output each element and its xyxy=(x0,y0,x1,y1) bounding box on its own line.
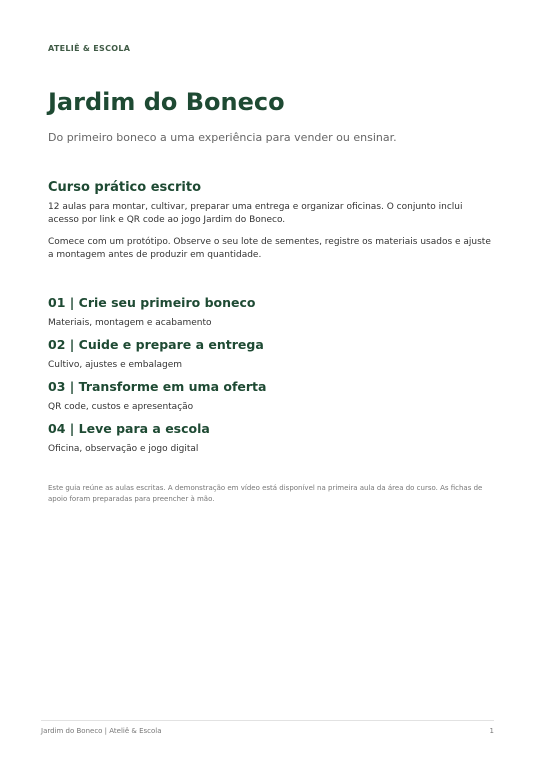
footer-divider xyxy=(41,720,494,721)
lesson-1-title: 01 | Crie seu primeiro boneco xyxy=(48,295,256,310)
guide-note: Este guia reúne as aulas escritas. A demonstração em vídeo está disponível na primeira aula da área do curso. As fichas de apoio foram preparadas para preencher à mão. xyxy=(48,484,483,503)
page-number: 1 xyxy=(489,727,494,735)
course-paragraph-2: Comece com um protótipo. Observe o seu lote de sementes, registre os materiais usados e ajuste a montagem antes de produzir em quantidade. xyxy=(48,237,491,260)
lesson-4-desc: Oficina, observação e jogo digital xyxy=(48,444,199,454)
lesson-3-desc: QR code, custos e apresentação xyxy=(48,402,194,412)
page-subtitle: Do primeiro boneco a uma experiência para vender ou ensinar. xyxy=(48,131,397,144)
lesson-4-title: 04 | Leve para a escola xyxy=(48,421,210,436)
course-heading: Curso prático escrito xyxy=(48,180,201,195)
course-paragraph-1: 12 aulas para montar, cultivar, preparar uma entrega e organizar oficinas. O conjunto inclui acesso por link e QR code ao jogo Jardim do Boneco. xyxy=(48,202,463,225)
lesson-3-title: 03 | Transforme em uma oferta xyxy=(48,379,267,394)
footer-label: Jardim do Boneco | Ateliê & Escola xyxy=(41,727,162,735)
brand-eyebrow: ATELIÊ & ESCOLA xyxy=(48,44,131,53)
lesson-1-desc: Materiais, montagem e acabamento xyxy=(48,318,212,328)
lesson-2-desc: Cultivo, ajustes e embalagem xyxy=(48,360,183,370)
lesson-2-title: 02 | Cuide e prepare a entrega xyxy=(48,337,264,352)
page-title: Jardim do Boneco xyxy=(48,88,285,116)
